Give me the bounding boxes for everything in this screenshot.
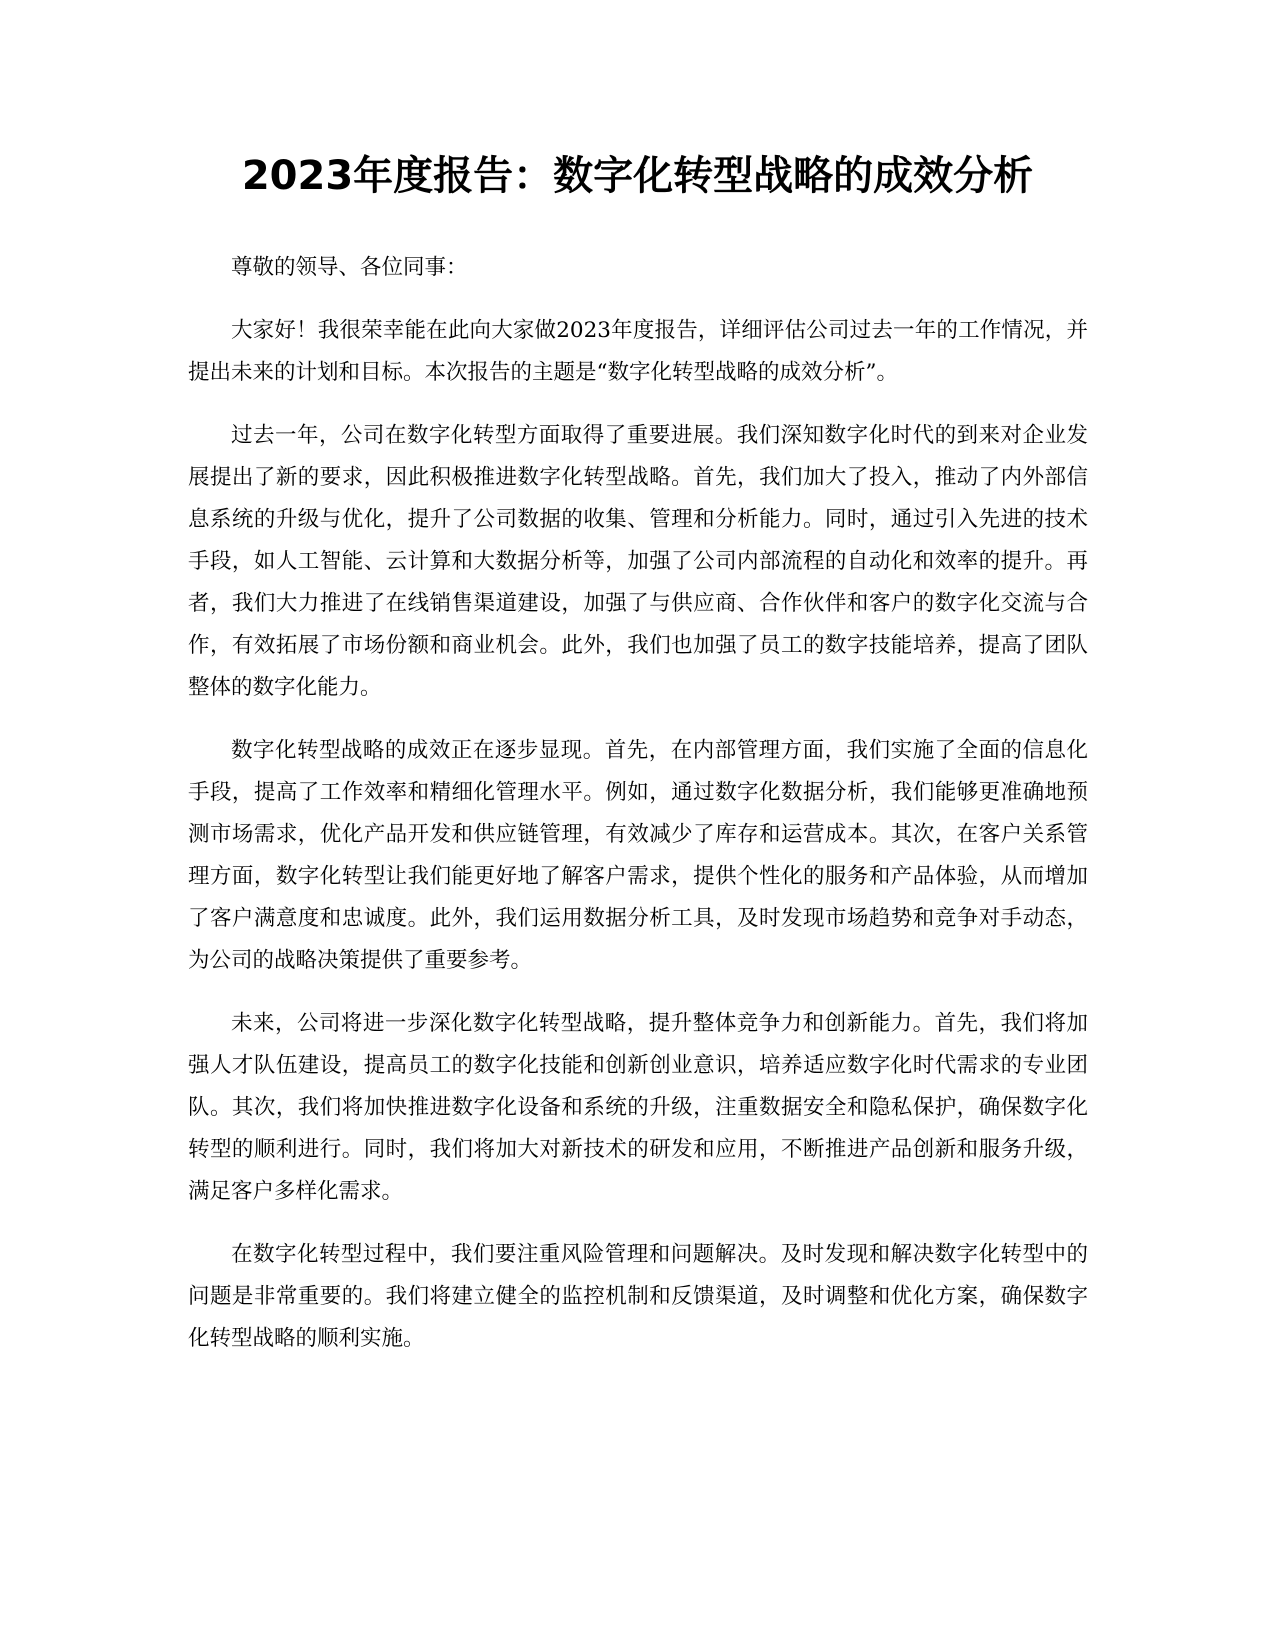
intro-paragraph: 大家好！我很荣幸能在此向大家做2023年度报告，详细评估公司过去一年的工作情况，并提出未来的计划和目标。本次报告的主题是“数字化转型战略的成效分析”。 (188, 318, 1088, 385)
risk-management-paragraph: 在数字化转型过程中，我们要注重风险管理和问题解决。及时发现和解决数字化转型中的问题是非常重要的。我们将建立健全的监控机制和反馈渠道，及时调整和优化方案，确保数字化转型战略的顺利实施。 (188, 1242, 1088, 1351)
document-title: 2023年度报告：数字化转型战略的成效分析 (241, 153, 1034, 199)
progress-paragraph: 过去一年，公司在数字化转型方面取得了重要进展。我们深知数字化时代的到来对企业发展提出了新的要求，因此积极推进数字化转型战略。首先，我们加大了投入，推动了内外部信息系统的升级与优化，提升了公司数据的收集、管理和分析能力。同时，通过引入先进的技术手段，如人工智能、云计算和大数据分析等，加强了公司内部流程的自动化和效率的提升。再者，我们大力推进了在线销售渠道建设，加强了与供应商、合作伙伴和客户的数字化交流与合作，有效拓展了市场份额和商业机会。此外，我们也加强了员工的数字技能培养，提高了团队整体的数字化能力。 (188, 423, 1088, 700)
document-body (188, 247, 1088, 1381)
results-paragraph: 数字化转型战略的成效正在逐步显现。首先，在内部管理方面，我们实施了全面的信息化手段，提高了工作效率和精细化管理水平。例如，通过数字化数据分析，我们能够更准确地预测市场需求，优化产品开发和供应链管理，有效减少了库存和运营成本。其次，在客户关系管理方面，数字化转型让我们能更好地了解客户需求，提供个性化的服务和产品体验，从而增加了客户满意度和忠诚度。此外，我们运用数据分析工具，及时发现市场趋势和竞争对手动态，为公司的战略决策提供了重要参考。 (188, 738, 1088, 973)
future-plan-paragraph: 未来，公司将进一步深化数字化转型战略，提升整体竞争力和创新能力。首先，我们将加强人才队伍建设，提高员工的数字化技能和创新创业意识，培养适应数字化时代需求的专业团队。其次，我们将加快推进数字化设备和系统的升级，注重数据安全和隐私保护，确保数字化转型的顺利进行。同时，我们将加大对新技术的研发和应用，不断推进产品创新和服务升级，满足客户多样化需求。 (188, 1011, 1088, 1204)
salutation-paragraph: 尊敬的领导、各位同事： (231, 255, 468, 280)
